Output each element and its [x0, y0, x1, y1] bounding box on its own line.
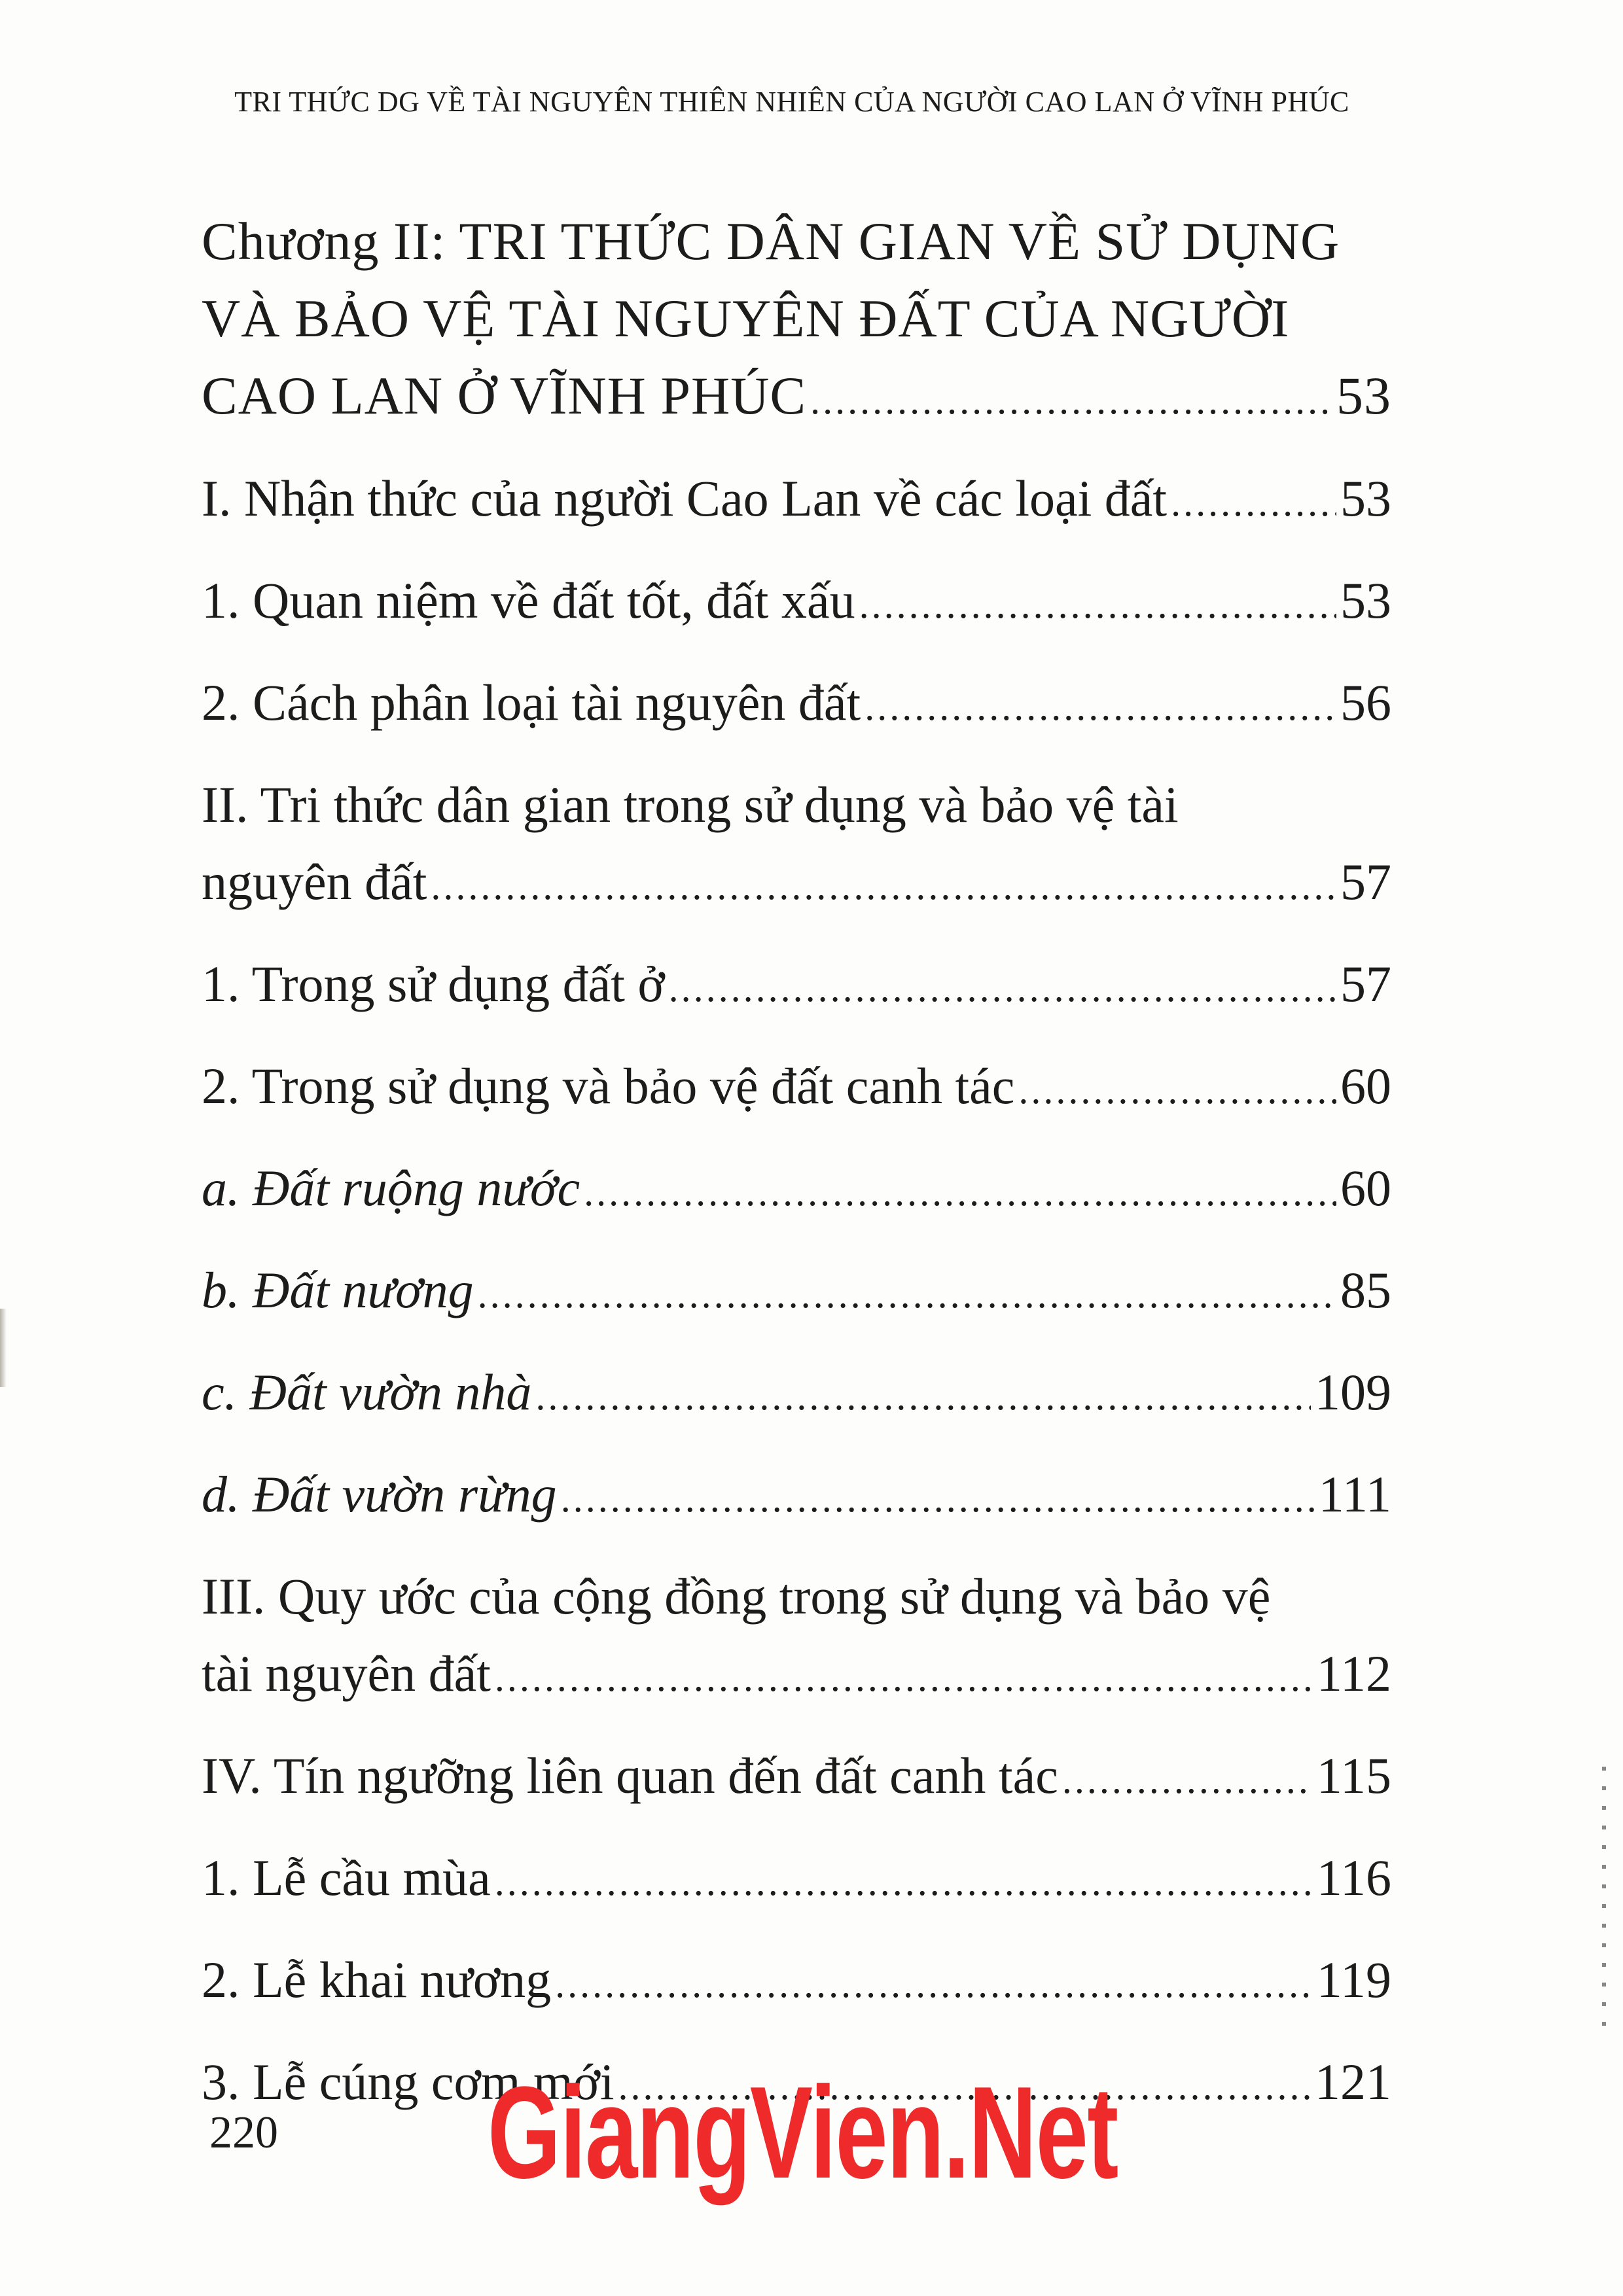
dot-leader — [535, 1358, 1311, 1435]
toc-page-number: 121 — [1315, 2053, 1391, 2110]
dot-leader — [555, 1945, 1313, 2022]
dot-leader — [1062, 1741, 1313, 1818]
toc-entry-2-2-c[interactable] — [202, 1354, 1391, 1435]
toc-page-number: 57 — [1340, 853, 1391, 910]
binding-marks — [1602, 1767, 1606, 2028]
dot-leader — [495, 1843, 1313, 1920]
toc-entry-4-2[interactable] — [202, 1941, 1391, 2022]
toc-page-number: 60 — [1340, 1159, 1391, 1216]
toc-page-number: 115 — [1316, 1747, 1391, 1804]
toc-entry-title-line-1: II. Tri thức dân gian trong sử dụng và bảo vệ tài — [202, 776, 1179, 833]
dot-leader — [561, 1460, 1315, 1537]
toc-page-number: 56 — [1340, 674, 1391, 731]
dot-leader — [865, 668, 1336, 745]
toc-entry-section-1[interactable] — [202, 460, 1391, 541]
toc-entry-title: nguyên đất — [202, 853, 427, 910]
toc-page-number: 112 — [1316, 1645, 1391, 1702]
dot-leader — [669, 949, 1336, 1027]
toc-page-number: 116 — [1316, 1849, 1391, 1906]
toc-entry-2-2-a[interactable] — [202, 1150, 1391, 1231]
dot-leader — [1171, 464, 1336, 541]
toc-entry-title: IV. Tín ngưỡng liên quan đến đất canh tác — [202, 1747, 1058, 1804]
toc-page-number: 53 — [1340, 572, 1391, 629]
toc-entry-1-1[interactable] — [202, 562, 1391, 643]
toc-page-number: 60 — [1340, 1057, 1391, 1114]
dot-leader — [431, 847, 1336, 925]
dot-leader — [495, 1639, 1313, 1716]
watermark-logo: GiangVien.Net — [488, 2060, 1118, 2206]
toc-entry-title: c. Đất vườn nhà — [202, 1364, 532, 1421]
toc-chapter-line-3: CAO LAN Ở VĨNH PHÚC — [202, 366, 807, 425]
toc-page-number: 53 — [1336, 366, 1391, 425]
toc-entry-section-4[interactable] — [202, 1737, 1391, 1818]
dot-leader — [584, 1154, 1336, 1231]
toc-entry-title-line-1: III. Quy ước của cộng đồng trong sử dụng và bảo vệ — [202, 1568, 1271, 1625]
toc-chapter-heading[interactable] — [202, 203, 1391, 439]
toc-page-number: 85 — [1340, 1262, 1391, 1318]
toc-entry-2-2[interactable] — [202, 1048, 1391, 1129]
toc-entry-title: b. Đất nương — [202, 1262, 474, 1318]
toc-entry-1-2[interactable] — [202, 664, 1391, 745]
toc-entry-title: d. Đất vườn rừng — [202, 1466, 557, 1523]
toc-entry-4-1[interactable] — [202, 1839, 1391, 1920]
table-of-contents — [202, 203, 1391, 2125]
toc-chapter-line-1: Chương II: TRI THỨC DÂN GIAN VỀ SỬ DỤNG — [202, 211, 1340, 271]
toc-page-number: 53 — [1340, 470, 1391, 527]
toc-entry-2-1[interactable] — [202, 945, 1391, 1027]
toc-entry-section-3[interactable] — [202, 1558, 1391, 1716]
toc-page-number: 119 — [1316, 1951, 1391, 2008]
toc-entry-title: 2. Cách phân loại tài nguyên đất — [202, 674, 861, 731]
toc-entry-title: 1. Trong sử dụng đất ở — [202, 955, 665, 1012]
running-header: TRI THỨC DG VỀ TÀI NGUYÊN THIÊN NHIÊN CỦA NGƯỜI CAO LAN Ở VĨNH PHÚC — [234, 86, 1349, 118]
toc-page-number: 111 — [1318, 1466, 1391, 1523]
toc-entry-title: a. Đất ruộng nước — [202, 1159, 580, 1216]
toc-page-number: 57 — [1340, 955, 1391, 1012]
dot-leader — [859, 566, 1336, 643]
toc-entry-title: 2. Lễ khai nương — [202, 1951, 552, 2008]
toc-chapter-line-2: VÀ BẢO VỆ TÀI NGUYÊN ĐẤT CỦA NGƯỜI — [202, 289, 1290, 348]
page-edge-shadow — [0, 1309, 7, 1387]
toc-entry-title: 1. Lễ cầu mùa — [202, 1849, 491, 1906]
toc-entry-section-2[interactable] — [202, 766, 1391, 925]
toc-entry-title: tài nguyên đất — [202, 1645, 491, 1702]
toc-entry-2-2-d[interactable] — [202, 1456, 1391, 1537]
dot-leader — [810, 362, 1332, 439]
dot-leader — [1018, 1051, 1336, 1129]
toc-entry-title: I. Nhận thức của người Cao Lan về các loại đất — [202, 470, 1168, 527]
toc-entry-title: 2. Trong sử dụng và bảo vệ đất canh tác — [202, 1057, 1015, 1114]
dot-leader — [478, 1256, 1336, 1333]
toc-entry-2-2-b[interactable] — [202, 1252, 1391, 1333]
toc-page-number: 109 — [1315, 1364, 1391, 1421]
toc-entry-title: 3. Lễ cúng cơm mới — [202, 2053, 615, 2110]
page-number: 220 — [209, 2108, 278, 2158]
toc-entry-title: 1. Quan niệm về đất tốt, đất xấu — [202, 572, 855, 629]
